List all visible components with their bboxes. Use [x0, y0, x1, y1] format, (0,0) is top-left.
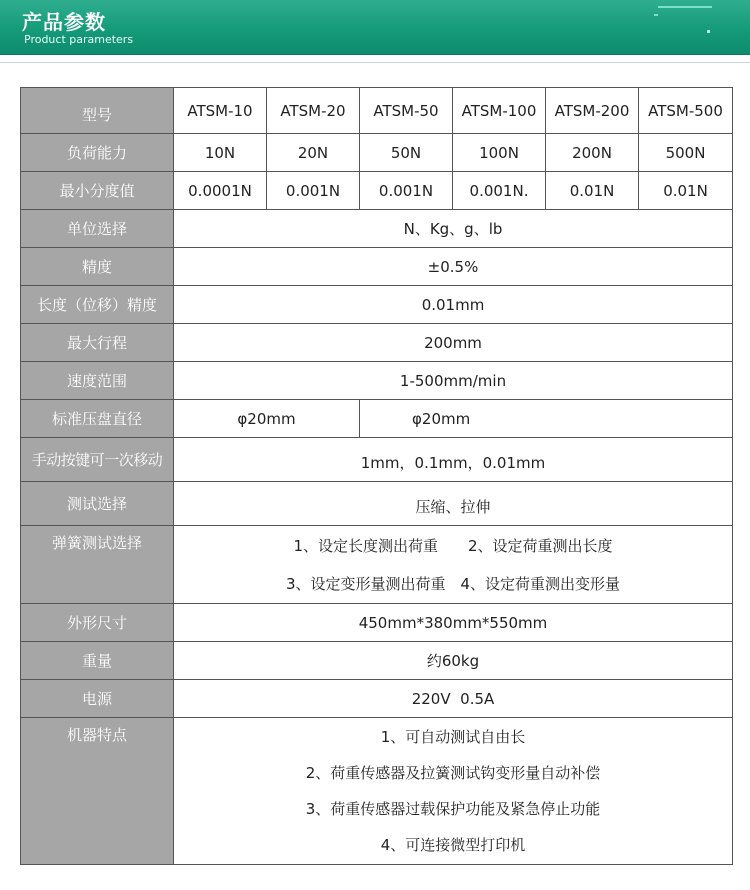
resolution-cell: 0.001N — [267, 172, 360, 210]
spring-values — [174, 526, 733, 604]
table-row-size — [21, 604, 733, 642]
model-cell: ATSM-200 — [546, 88, 639, 134]
row-label-accuracy: 精度 — [21, 248, 174, 286]
load-cell: 10N — [174, 134, 267, 172]
resolution-cell: 0.01N — [546, 172, 639, 210]
row-label-platen: 标准压盘直径 — [21, 400, 174, 438]
speed-value: 1-500mm/min — [174, 362, 733, 400]
section-title: 产品参数 — [22, 10, 106, 34]
resolution-cell: 0.001N — [360, 172, 453, 210]
table-row-unit — [21, 210, 733, 248]
feature-line: 4、可连接微型打印机 — [380, 836, 526, 854]
divider — [0, 62, 750, 63]
feature-line: 3、荷重传感器过载保护功能及紧急停止功能 — [305, 800, 601, 818]
row-label-weight: 重量 — [21, 642, 174, 680]
table-row-power — [21, 680, 733, 718]
row-label-load: 负荷能力 — [21, 134, 174, 172]
weight-value: 约60kg — [174, 642, 733, 680]
table-row-accuracy — [21, 248, 733, 286]
accuracy-value: ±0.5% — [174, 248, 733, 286]
resolution-cell: 0.0001N — [174, 172, 267, 210]
load-cell: 200N — [546, 134, 639, 172]
row-label-model: 型号 — [21, 88, 174, 134]
platen-value: φ20mm — [174, 400, 360, 438]
spec-table — [20, 87, 733, 865]
table-row-platen — [21, 400, 733, 438]
platen-value: φ20mm — [360, 400, 733, 438]
load-cell: 20N — [267, 134, 360, 172]
table-row-resolution — [21, 172, 733, 210]
decoration-dot — [654, 14, 658, 16]
row-label-resolution: 最小分度值 — [21, 172, 174, 210]
row-label-jog: 手动按键可一次移动 — [21, 438, 174, 482]
load-cell: 500N — [639, 134, 733, 172]
row-label-stroke: 最大行程 — [21, 324, 174, 362]
model-cell: ATSM-10 — [174, 88, 267, 134]
table-row-features — [21, 718, 733, 865]
resolution-cell: 0.001N. — [453, 172, 546, 210]
size-value: 450mm*380mm*550mm — [174, 604, 733, 642]
row-label-test: 测试选择 — [21, 482, 174, 526]
model-cell: ATSM-500 — [639, 88, 733, 134]
load-cell: 100N — [453, 134, 546, 172]
table-row-stroke — [21, 324, 733, 362]
section-subtitle: Product parameters — [24, 33, 134, 46]
power-value: 220V 0.5A — [174, 680, 733, 718]
table-row-length — [21, 286, 733, 324]
feature-values — [174, 718, 733, 865]
table-row-model — [21, 88, 733, 134]
test-value: 压缩、拉伸 — [174, 482, 733, 526]
row-label-size: 外形尺寸 — [21, 604, 174, 642]
row-label-length: 长度（位移）精度 — [21, 286, 174, 324]
row-label-spring: 弹簧测试选择 — [21, 526, 174, 604]
decoration-line — [658, 6, 712, 8]
length-value: 0.01mm — [174, 286, 733, 324]
spring-line: 3、设定变形量测出荷重 4、设定荷重测出变形量 — [285, 574, 621, 593]
table-row-test — [21, 482, 733, 526]
row-label-unit: 单位选择 — [21, 210, 174, 248]
stroke-value: 200mm — [174, 324, 733, 362]
table-row-weight — [21, 642, 733, 680]
model-cell: ATSM-50 — [360, 88, 453, 134]
unit-value: N、Kg、g、lb — [174, 210, 733, 248]
table-row-spring — [21, 526, 733, 604]
section-header — [0, 0, 750, 55]
jog-value: 1mm，0.1mm，0.01mm — [174, 438, 733, 482]
model-cell: ATSM-20 — [267, 88, 360, 134]
decoration-dot — [707, 30, 710, 33]
model-cell: ATSM-100 — [453, 88, 546, 134]
spring-line: 1、设定长度测出荷重 2、设定荷重测出长度 — [293, 536, 613, 555]
table-row-jog — [21, 438, 733, 482]
feature-line: 2、荷重传感器及拉簧测试钩变形量自动补偿 — [305, 764, 601, 782]
table-row-load — [21, 134, 733, 172]
table-row-speed — [21, 362, 733, 400]
row-label-features: 机器特点 — [21, 718, 174, 865]
row-label-power: 电源 — [21, 680, 174, 718]
resolution-cell: 0.01N — [639, 172, 733, 210]
feature-line: 1、可自动测试自由长 — [380, 728, 526, 746]
load-cell: 50N — [360, 134, 453, 172]
row-label-speed: 速度范围 — [21, 362, 174, 400]
